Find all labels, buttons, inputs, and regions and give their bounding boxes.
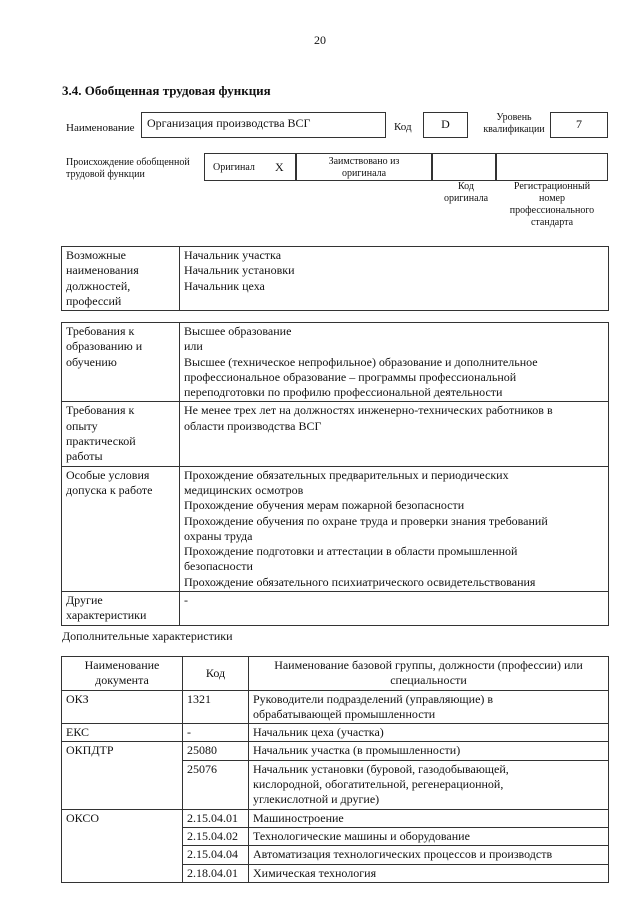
requirement-label-line: практической bbox=[66, 434, 136, 449]
name-line: углекислотной и другие) bbox=[253, 792, 380, 807]
requirement-value-cell bbox=[180, 402, 609, 466]
name-line: Машиностроение bbox=[253, 810, 344, 825]
table-row bbox=[62, 724, 609, 742]
borrowed-label bbox=[297, 156, 431, 180]
positions-label-cell bbox=[62, 247, 180, 311]
requirement-value-line: Прохождение подготовки и аттестации в области промышленной bbox=[184, 544, 518, 559]
code-cell: 25076 bbox=[183, 760, 249, 809]
name-cell bbox=[249, 827, 609, 845]
requirements-table bbox=[61, 322, 609, 626]
header-line: Код bbox=[205, 665, 226, 680]
requirement-row-special bbox=[62, 466, 609, 591]
doc-cell: ОКСО bbox=[62, 809, 183, 882]
requirement-label-line: допуска к работе bbox=[66, 482, 153, 497]
requirement-row-education bbox=[62, 323, 609, 402]
reg-number-line: профессионального bbox=[509, 205, 595, 216]
requirement-label-cell bbox=[62, 323, 180, 402]
header-code bbox=[183, 657, 249, 691]
code-box bbox=[423, 112, 468, 138]
additional-header-row bbox=[62, 657, 609, 691]
requirement-label-cell bbox=[62, 592, 180, 626]
positions-table bbox=[61, 246, 609, 311]
position-item: Начальник участка bbox=[184, 248, 282, 262]
requirement-value-line: профессиональное образование – программы профессиональной bbox=[184, 369, 517, 384]
requirement-value-line: Прохождение обязательных предварительных и периодических bbox=[184, 467, 509, 482]
requirement-value-line: охраны труда bbox=[184, 528, 253, 543]
requirement-value-line: Высшее образование bbox=[184, 324, 292, 338]
requirement-label-line: характеристики bbox=[66, 608, 147, 623]
requirement-label-line: работы bbox=[66, 449, 103, 464]
name-line: Начальник цеха (участка) bbox=[253, 725, 384, 740]
origin-label-line: Происхождение обобщенной bbox=[66, 157, 190, 168]
positions-label-line: должностей, bbox=[66, 278, 131, 293]
function-name-box bbox=[141, 112, 386, 138]
section-heading: 3.4. Обобщенная трудовая функция bbox=[62, 83, 271, 98]
code-cell: - bbox=[183, 724, 249, 742]
code-cell: 2.15.04.02 bbox=[183, 827, 249, 845]
code-cell: 25080 bbox=[183, 742, 249, 760]
name-cell bbox=[249, 809, 609, 827]
borrowed-line: Заимствовано из bbox=[328, 156, 400, 167]
code-label: Код bbox=[394, 121, 412, 133]
header-line: Наименование базовой группы, должности (профессии) или bbox=[274, 658, 583, 672]
requirement-label-line: опыту bbox=[66, 418, 98, 433]
original-label: Оригинал bbox=[213, 162, 255, 173]
name-line: обрабатывающей промышленности bbox=[253, 706, 436, 721]
header-line: документа bbox=[95, 673, 149, 688]
header-line: специальности bbox=[390, 673, 467, 688]
orig-code-box bbox=[432, 153, 496, 181]
reg-number-label bbox=[496, 181, 608, 229]
function-name-value: Организация производства ВСГ bbox=[147, 116, 311, 130]
positions-label-line: профессий bbox=[66, 293, 122, 308]
name-cell bbox=[249, 864, 609, 882]
requirement-value-line: Прохождение обязательного психиатрического освидетельствования bbox=[184, 574, 536, 589]
requirement-row-other bbox=[62, 592, 609, 626]
table-row bbox=[62, 690, 609, 724]
requirement-label-line: образованию и bbox=[66, 339, 143, 354]
table-row bbox=[62, 809, 609, 827]
requirement-value-line: - bbox=[184, 593, 188, 608]
additional-title: Дополнительные характеристики bbox=[62, 629, 233, 643]
requirement-label-line: обучению bbox=[66, 354, 117, 369]
requirement-value-line: медицинских осмотров bbox=[184, 482, 304, 497]
requirement-label-cell bbox=[62, 466, 180, 591]
reg-number-box bbox=[496, 153, 608, 181]
position-item: Начальник цеха bbox=[184, 278, 265, 293]
requirement-label-line: Требования к bbox=[66, 403, 135, 418]
requirement-row-experience bbox=[62, 402, 609, 466]
reg-number-line: номер bbox=[539, 193, 565, 204]
borrowed-box bbox=[296, 153, 432, 181]
name-cell bbox=[249, 690, 609, 724]
requirement-value-cell bbox=[180, 466, 609, 591]
requirement-label-line: Другие bbox=[66, 593, 103, 608]
positions-row bbox=[62, 247, 609, 311]
position-item: Начальник установки bbox=[184, 263, 295, 278]
level-label bbox=[474, 112, 554, 136]
borrowed-line: оригинала bbox=[341, 168, 387, 179]
requirement-value-line: или bbox=[184, 339, 203, 354]
additional-table bbox=[61, 656, 609, 883]
name-line: кислородной, обогатительной, регенерационной, bbox=[253, 777, 504, 792]
doc-cell: ОКПДТР bbox=[62, 742, 183, 809]
name-line: Химическая технология bbox=[253, 865, 377, 880]
requirement-value-line: Прохождение обучения по охране труда и проверки знания требований bbox=[184, 513, 548, 528]
requirement-value-line: Не менее трех лет на должностях инженерно-технических работников в bbox=[184, 403, 553, 418]
requirement-label-cell bbox=[62, 402, 180, 466]
positions-label-line: наименования bbox=[66, 263, 139, 278]
level-label-line: квалификации bbox=[483, 124, 545, 135]
original-mark: X bbox=[275, 160, 284, 174]
positions-label-line: Возможные bbox=[66, 248, 126, 262]
level-box bbox=[550, 112, 608, 138]
positions-values-cell bbox=[180, 247, 609, 311]
reg-number-line: Регистрационный bbox=[513, 181, 591, 192]
name-line: Автоматизация технологических процессов и производств bbox=[253, 847, 553, 862]
level-label-line: Уровень bbox=[496, 112, 532, 123]
code-cell: 2.18.04.01 bbox=[183, 864, 249, 882]
origin-label-line: трудовой функции bbox=[66, 169, 145, 180]
requirement-value-line: переподготовки по профилю профессиональной деятельности bbox=[184, 385, 503, 400]
name-line: Руководители подразделений (управляющие) в bbox=[253, 691, 494, 706]
name-line: Начальник установки (буровой, газодобывающей, bbox=[253, 761, 509, 776]
table-row bbox=[62, 742, 609, 760]
requirement-label-line: Особые условия bbox=[66, 467, 150, 482]
name-cell bbox=[249, 724, 609, 742]
orig-code-label bbox=[436, 181, 496, 205]
name-line: Технологические машины и оборудование bbox=[253, 828, 470, 843]
code-value: D bbox=[441, 117, 450, 131]
name-cell bbox=[249, 846, 609, 864]
original-box bbox=[204, 153, 296, 181]
doc-cell: ЕКС bbox=[62, 724, 183, 742]
requirement-value-line: Высшее (техническое непрофильное) образование и дополнительное bbox=[184, 354, 538, 369]
name-cell bbox=[249, 760, 609, 809]
code-cell: 2.15.04.04 bbox=[183, 846, 249, 864]
header-document bbox=[62, 657, 183, 691]
code-cell: 2.15.04.01 bbox=[183, 809, 249, 827]
requirement-value-line: области производства ВСГ bbox=[184, 418, 322, 433]
name-cell bbox=[249, 742, 609, 760]
level-value: 7 bbox=[576, 117, 582, 131]
code-cell: 1321 bbox=[183, 690, 249, 724]
requirement-value-cell bbox=[180, 592, 609, 626]
requirement-value-cell bbox=[180, 323, 609, 402]
origin-label bbox=[66, 157, 190, 181]
name-line: Начальник участка (в промышленности) bbox=[253, 743, 461, 758]
name-label: Наименование bbox=[66, 122, 135, 134]
requirement-value-line: Прохождение обучения мерам пожарной безопасности bbox=[184, 498, 465, 513]
header-line: Наименование bbox=[84, 658, 160, 672]
doc-cell: ОКЗ bbox=[62, 690, 183, 724]
reg-number-line: стандарта bbox=[530, 217, 574, 228]
orig-code-line: оригинала bbox=[443, 193, 489, 204]
requirement-label-line: Требования к bbox=[66, 324, 135, 338]
page-number: 20 bbox=[314, 33, 326, 47]
header-name bbox=[249, 657, 609, 691]
orig-code-line: Код bbox=[458, 181, 474, 192]
requirement-value-line: безопасности bbox=[184, 559, 253, 574]
